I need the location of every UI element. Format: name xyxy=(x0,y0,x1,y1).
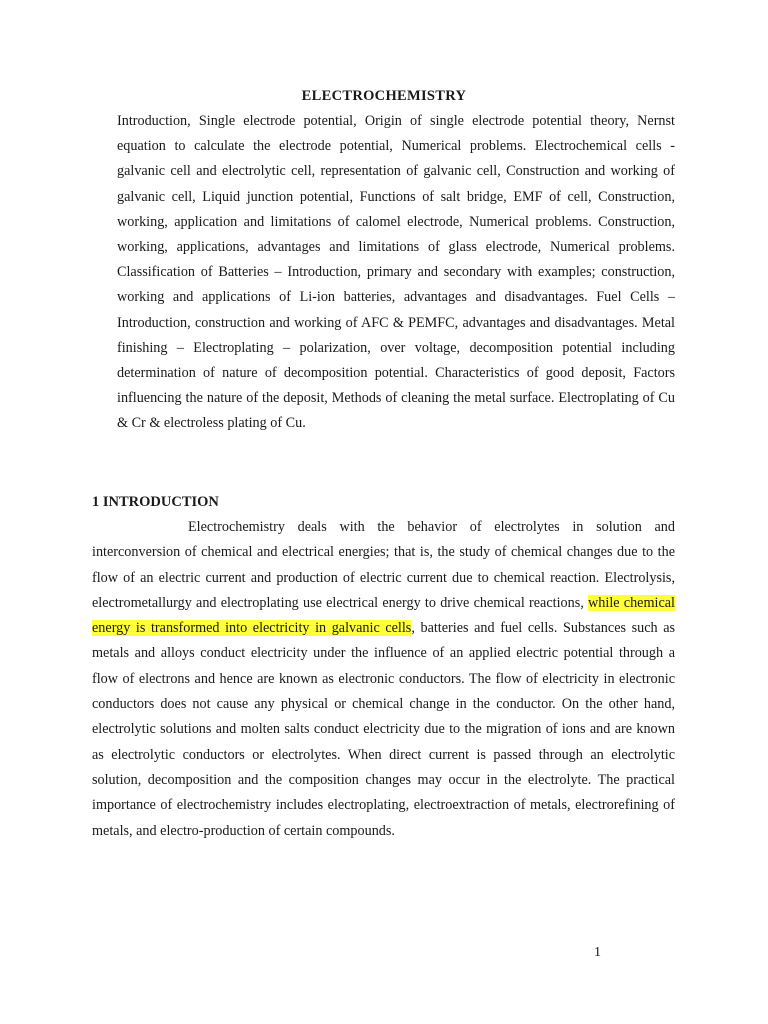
page-number: 1 xyxy=(594,945,601,960)
intro-text-part-2: , batteries and fuel cells. Substances such as metals and alloys conduct electricity under the influence of an applied electric potential through a flow of electrons and hence are known as electronic conductors. The flow of electricity in electronic conductors does not cause any physical or chemical change in the conductor. On the other hand, electrolytic solutions and molten salts conduct electricity due to the migration of ions and are known as electrolytic conductors or electrolytes. When direct current is passed through an electrolytic solution, decomposition and the composition changes may occur in the electrolyte. The practical importance of electrochemistry includes electroplating, electroextraction of metals, electrorefining of metals, and electro-production of certain compounds. xyxy=(92,620,676,839)
section-heading-introduction: 1 INTRODUCTION xyxy=(92,494,219,510)
intro-text-part-1: Electrochemistry deals with the behavior of electrolytes in solution and interconversion of chemical and electrical energies; that is, the study of chemical changes due to the flow of an electric current and production of electric current due to chemical reaction. Electrolysis, electrometallurgy and electroplating use electrical energy to drive chemical reactions, xyxy=(92,519,675,611)
syllabus-paragraph: Introduction, Single electrode potential, Origin of single electrode potential theory, Nernst equation to calculate the electrode potential, Numerical problems. Electrochemical cells - galvanic cell and electrolytic cell, representation of galvanic cell, Construction and working of galvanic cell, Liquid junction potential, Functions of salt bridge, EMF of cell, Construction, working, application and limitations of calomel electrode, Numerical problems. Construction, working, applications, advantages and limitations of glass electrode, Numerical problems. Classification of Batteries – Introduction, primary and secondary with examples; construction, working and applications of Li-ion batteries, advantages and disadvantages. Fuel Cells – Introduction, construction and working of AFC & PEMFC, advantages and disadvantages. Metal finishing – Electroplating – polarization, over voltage, decomposition potential including determination of nature of decomposition potential. Characteristics of good deposit, Factors influencing the nature of the deposit, Methods of cleaning the metal surface. Electroplating of Cu & Cr & electroless plating of Cu. xyxy=(117,113,675,432)
introduction-paragraph xyxy=(92,515,675,844)
highlighted-text: while chemical energy is transformed into electricity in galvanic cells xyxy=(92,594,675,637)
document-title: ELECTROCHEMISTRY xyxy=(301,88,467,104)
